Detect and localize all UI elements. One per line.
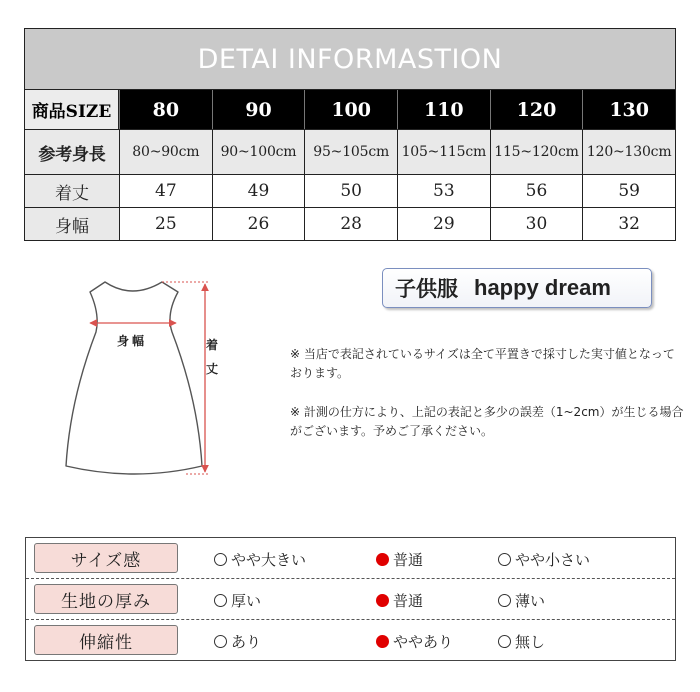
row-label: 参考身長 bbox=[38, 144, 106, 165]
option-label: やや大きい bbox=[231, 551, 307, 569]
table-cell: 53 bbox=[397, 175, 490, 207]
header-cell: 100 bbox=[304, 90, 397, 129]
table-cell: 28 bbox=[304, 208, 397, 240]
circle-icon bbox=[498, 594, 511, 607]
length-label bbox=[205, 333, 219, 381]
header-cell: 110 bbox=[397, 90, 490, 129]
header-cell: 80 bbox=[119, 90, 212, 129]
option-label: 普通 bbox=[393, 592, 424, 610]
header-cell: 130 bbox=[582, 90, 675, 129]
table-cell: 49 bbox=[212, 175, 305, 207]
circle-icon bbox=[498, 553, 511, 566]
option-label: 無し bbox=[515, 633, 546, 651]
table-row bbox=[25, 175, 675, 208]
table-cell: 47 bbox=[119, 175, 212, 207]
brand-box bbox=[382, 268, 652, 308]
table-cell: 115~120cm bbox=[490, 130, 583, 174]
circle-icon bbox=[214, 635, 227, 648]
length-label-char: 着 bbox=[205, 338, 218, 352]
property-label: 生地の厚み bbox=[34, 584, 178, 614]
filled-circle-icon bbox=[376, 594, 389, 607]
option bbox=[376, 549, 423, 570]
option bbox=[376, 590, 423, 611]
dress-outline bbox=[66, 282, 202, 474]
table-row bbox=[25, 130, 675, 175]
length-label-char: 丈 bbox=[205, 362, 218, 376]
filled-circle-icon bbox=[376, 553, 389, 566]
table-cell: 59 bbox=[582, 175, 675, 207]
header-cell: 商品SIZE bbox=[25, 90, 119, 129]
option-label: あり bbox=[231, 633, 262, 651]
option bbox=[214, 590, 261, 611]
brand-name: happy dream bbox=[474, 275, 611, 300]
table-cell: 90~100cm bbox=[212, 130, 305, 174]
property-row-thickness bbox=[26, 579, 675, 620]
option-label: 薄い bbox=[515, 592, 546, 610]
table-title: DETAI INFORMASTION bbox=[25, 29, 675, 90]
option-label: 厚い bbox=[231, 592, 262, 610]
table-cell: 95~105cm bbox=[304, 130, 397, 174]
header-cell: 90 bbox=[212, 90, 305, 129]
option bbox=[214, 549, 306, 570]
property-row-stretch bbox=[26, 620, 675, 661]
option bbox=[498, 549, 590, 570]
body-width-label: 身幅 bbox=[117, 334, 148, 348]
table-cell: 50 bbox=[304, 175, 397, 207]
row-label: 身幅 bbox=[25, 208, 119, 240]
table-cell: 120~130cm bbox=[582, 130, 675, 174]
option bbox=[498, 590, 545, 611]
properties-panel bbox=[25, 537, 676, 661]
option bbox=[376, 631, 453, 652]
header-cell: 120 bbox=[490, 90, 583, 129]
option bbox=[498, 631, 545, 652]
table-cell: 56 bbox=[490, 175, 583, 207]
option-label: 普通 bbox=[393, 551, 424, 569]
option-label: ややあり bbox=[393, 633, 454, 651]
table-cell: 26 bbox=[212, 208, 305, 240]
property-label: サイズ感 bbox=[34, 543, 178, 573]
property-row-fit bbox=[26, 538, 675, 579]
property-label: 伸縮性 bbox=[34, 625, 178, 655]
table-cell: 80~90cm bbox=[119, 130, 212, 174]
table-cell: 25 bbox=[119, 208, 212, 240]
size-table bbox=[24, 28, 676, 241]
table-cell: 30 bbox=[490, 208, 583, 240]
table-header-row bbox=[25, 90, 675, 130]
brand-category: 子供服 bbox=[395, 277, 458, 301]
circle-icon bbox=[498, 635, 511, 648]
note-tolerance: ※ 計測の仕方により、上記の表記と多少の誤差（1~2cm）が生じる場合がございます。予めご了承ください。 bbox=[290, 405, 684, 438]
option bbox=[214, 631, 261, 652]
option-label: やや小さい bbox=[515, 551, 591, 569]
table-cell: 29 bbox=[397, 208, 490, 240]
circle-icon bbox=[214, 594, 227, 607]
note-measurement: ※ 当店で表記されているサイズは全て平置きで採寸した実寸値となっております。 bbox=[290, 347, 675, 380]
row-label: 着丈 bbox=[25, 175, 119, 207]
circle-icon bbox=[214, 553, 227, 566]
table-cell: 105~115cm bbox=[397, 130, 490, 174]
table-row bbox=[25, 208, 675, 240]
table-cell: 32 bbox=[582, 208, 675, 240]
filled-circle-icon bbox=[376, 635, 389, 648]
